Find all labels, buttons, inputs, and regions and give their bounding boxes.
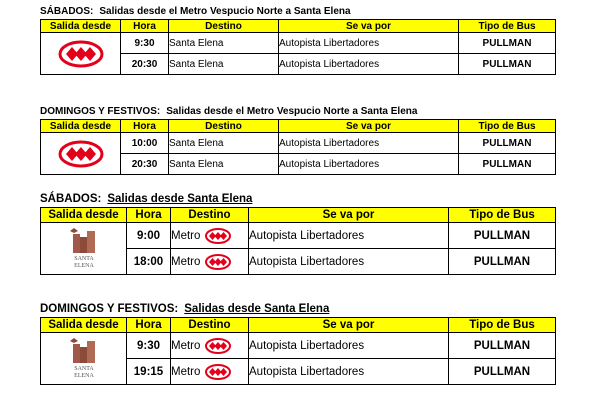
- row-bus: PULLMAN: [459, 133, 556, 154]
- header-destino: Destino: [169, 120, 279, 133]
- metro-icon: [205, 338, 231, 354]
- row-destino-label: Metro: [171, 365, 201, 378]
- section-title-day: SÁBADOS:: [40, 6, 94, 17]
- row-hora: 9:00: [127, 223, 171, 249]
- row-destino: [171, 333, 249, 359]
- section-title: [40, 302, 556, 316]
- header-bus: Tipo de Bus: [449, 318, 556, 333]
- row-bus: PULLMAN: [449, 359, 556, 385]
- header-bus: Tipo de Bus: [449, 208, 556, 223]
- origin-logo-cell: [41, 133, 121, 175]
- header-salida: Salida desde: [41, 120, 121, 133]
- origin-logo-cell: [41, 333, 127, 385]
- row-bus: PULLMAN: [449, 223, 556, 249]
- header-destino: Destino: [171, 318, 249, 333]
- metro-icon: [205, 254, 231, 270]
- row-bus: PULLMAN: [459, 54, 556, 75]
- row-via: Autopista Libertadores: [279, 154, 459, 175]
- row-hora: 20:30: [121, 54, 169, 75]
- metro-logo-icon: [58, 40, 104, 68]
- row-destino: [171, 223, 249, 249]
- row-destino: [171, 359, 249, 385]
- row-bus: PULLMAN: [449, 333, 556, 359]
- santa-elena-logo-icon: [64, 335, 104, 379]
- schedule-table: [40, 19, 556, 75]
- header-via: Se va por: [279, 20, 459, 33]
- section-title-route: Salidas desde Santa Elena: [107, 193, 253, 205]
- logo-text-line1: SANTA: [73, 256, 94, 262]
- schedule-table: [40, 119, 556, 175]
- row-hora: 19:15: [127, 359, 171, 385]
- header-hora: Hora: [127, 208, 171, 223]
- section-title-day: DOMINGOS Y FESTIVOS:: [40, 303, 179, 315]
- row-via: Autopista Libertadores: [279, 54, 459, 75]
- row-destino-label: Metro: [171, 255, 201, 268]
- header-destino: Destino: [171, 208, 249, 223]
- schedule-table: [40, 317, 556, 385]
- header-salida: Salida desde: [41, 208, 127, 223]
- section-title-day: DOMINGOS Y FESTIVOS:: [40, 106, 161, 117]
- row-bus: PULLMAN: [459, 154, 556, 175]
- metro-icon: [205, 364, 231, 380]
- section-title-route: Salidas desde el Metro Vespucio Norte a Santa Elena: [99, 6, 351, 17]
- schedule-section-2: [40, 105, 556, 175]
- header-hora: Hora: [121, 120, 169, 133]
- section-title: [40, 192, 556, 206]
- section-title: [40, 5, 556, 18]
- header-destino: Destino: [169, 20, 279, 33]
- schedule-section-1: [40, 5, 556, 75]
- schedule-section-3: [40, 192, 556, 275]
- header-salida: Salida desde: [41, 20, 121, 33]
- section-title-day: SÁBADOS:: [40, 193, 102, 205]
- row-via: Autopista Libertadores: [279, 133, 459, 154]
- row-via: Autopista Libertadores: [249, 249, 449, 275]
- row-destino: Santa Elena: [169, 154, 279, 175]
- row-hora: 18:00: [127, 249, 171, 275]
- row-destino-label: Metro: [171, 229, 201, 242]
- row-hora: 9:30: [127, 333, 171, 359]
- logo-text-line2: ELENA: [73, 263, 94, 269]
- row-destino: [171, 249, 249, 275]
- row-bus: PULLMAN: [459, 33, 556, 54]
- header-hora: Hora: [121, 20, 169, 33]
- header-bus: Tipo de Bus: [459, 120, 556, 133]
- row-hora: 20:30: [121, 154, 169, 175]
- header-bus: Tipo de Bus: [459, 20, 556, 33]
- header-hora: Hora: [127, 318, 171, 333]
- header-via: Se va por: [279, 120, 459, 133]
- metro-logo-icon: [58, 140, 104, 168]
- section-title-route: Salidas desde Santa Elena: [184, 303, 330, 315]
- header-via: Se va por: [249, 318, 449, 333]
- row-destino-label: Metro: [171, 339, 201, 352]
- section-title: [40, 105, 556, 118]
- santa-elena-logo-icon: [64, 225, 104, 269]
- row-via: Autopista Libertadores: [279, 33, 459, 54]
- logo-text-line2: ELENA: [73, 373, 94, 379]
- origin-logo-cell: [41, 223, 127, 275]
- origin-logo-cell: [41, 33, 121, 75]
- row-destino: Santa Elena: [169, 133, 279, 154]
- row-via: Autopista Libertadores: [249, 359, 449, 385]
- schedule-section-4: [40, 302, 556, 385]
- row-via: Autopista Libertadores: [249, 223, 449, 249]
- schedule-table: [40, 207, 556, 275]
- row-hora: 9:30: [121, 33, 169, 54]
- logo-text-line1: SANTA: [73, 366, 94, 372]
- row-via: Autopista Libertadores: [249, 333, 449, 359]
- row-destino: Santa Elena: [169, 33, 279, 54]
- header-via: Se va por: [249, 208, 449, 223]
- section-title-route: Salidas desde el Metro Vespucio Norte a Santa Elena: [166, 106, 418, 117]
- row-hora: 10:00: [121, 133, 169, 154]
- metro-icon: [205, 228, 231, 244]
- header-salida: Salida desde: [41, 318, 127, 333]
- row-destino: Santa Elena: [169, 54, 279, 75]
- row-bus: PULLMAN: [449, 249, 556, 275]
